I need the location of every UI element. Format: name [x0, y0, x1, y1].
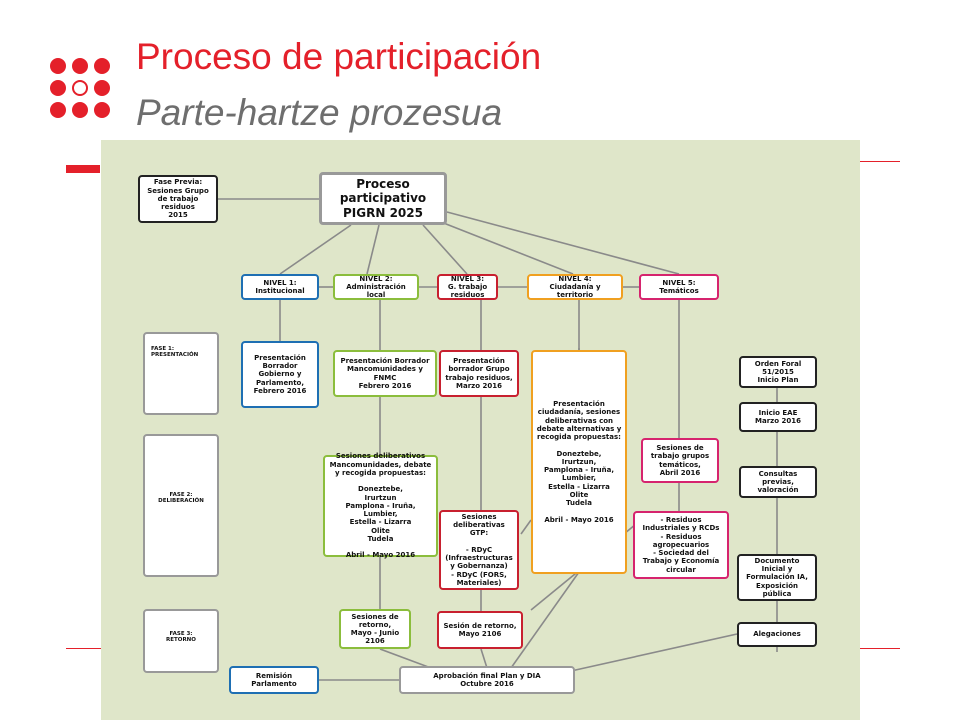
connector	[447, 212, 679, 274]
fase-previa-box: Fase Previa: Sesiones Grupo de trabajo residuos 2015	[138, 175, 218, 223]
page-title: Proceso de participación	[136, 36, 542, 77]
level-1-box: NIVEL 1: Institucional	[241, 274, 319, 300]
grupos-tematicos-box: - Residuos Industriales y RCDs - Residuos agropecuarios - Sociedad del Trabajo y Economía circular	[633, 511, 729, 579]
inicio-eae-box: Inicio EAE Marzo 2016	[739, 402, 817, 432]
presentacion-ciudadania-box: Presentación ciudadanía, sesiones deliberativas con debate alternativas y recogida propuestas: Doneztebe, Irurtzun, Pamplona - Iruña, Lumbier, Estella - Lizarra Olite Tudela Abril - Mayo 2016	[531, 350, 627, 574]
aprobacion-final-box: Aprobación final Plan y DIA Octubre 2016	[399, 666, 575, 694]
level-4-box: NIVEL 4: Ciudadanía y territorio	[527, 274, 623, 300]
page-subtitle: Parte-hartze prozesua	[136, 92, 503, 133]
divider-line	[860, 161, 900, 162]
sesiones-retorno-box: Sesiones de retorno, Mayo - Junio 2106	[339, 609, 411, 649]
presentacion-gobierno-box: Presentación Borrador Gobierno y Parlamento, Febrero 2016	[241, 341, 319, 408]
connector	[423, 225, 467, 274]
sesiones-mancomunidades-box: Sesiones deliberativos Mancomunidades, debate y recogida propuestas: Doneztebe, Irurtzun Pamplona - Iruña, Lumbier, Estella - Lizarra Olite Tudela Abril - Mayo 2016	[323, 455, 438, 557]
alegaciones-box: Alegaciones	[737, 622, 817, 647]
divider-line	[66, 648, 101, 649]
level-5-box: NIVEL 5: Temáticos	[639, 274, 719, 300]
level-3-box: NIVEL 3: G. trabajo residuos	[437, 274, 498, 300]
fase-2-box: FASE 2: DELIBERACIÓN	[143, 434, 219, 577]
sesion-retorno-gtp-box: Sesión de retorno, Mayo 2106	[437, 611, 523, 649]
sesiones-tematicos-box: Sesiones de trabajo grupos temáticos, Abril 2016	[641, 438, 719, 483]
presentacion-mancomunidades-box: Presentación Borrador Mancomunidades y FNMC Febrero 2016	[333, 350, 437, 397]
fase-1-box: FASE 1: PRESENTACIÓN	[143, 332, 219, 415]
sesiones-gtp-box: Sesiones deliberativas GTP: - RDyC (Infraestructuras y Gobernanza) - RDyC (FORS, Materiales)	[439, 510, 519, 590]
fase-3-box: FASE 3: RETORNO	[143, 609, 219, 673]
connector	[367, 225, 379, 274]
divider-line	[860, 648, 900, 649]
main-process-box: Proceso participativo PIGRN 2025	[319, 172, 447, 225]
presentacion-grupo-trabajo-box: Presentación borrador Grupo trabajo residuos, Marzo 2016	[439, 350, 519, 397]
remision-parlamento-box: Remisión Parlamento	[229, 666, 319, 694]
accent-bar	[66, 165, 100, 173]
connector	[280, 225, 351, 274]
level-2-box: NIVEL 2: Administración local	[333, 274, 419, 300]
connector	[521, 520, 531, 534]
process-diagram	[101, 140, 860, 720]
connector	[571, 634, 737, 671]
orden-foral-box: Orden Foral 51/2015 Inicio Plan	[739, 356, 817, 388]
documento-inicial-box: Documento Inicial y Formulación IA, Exposición pública	[737, 554, 817, 601]
recycle-dots-logo-icon	[50, 58, 112, 120]
consultas-previas-box: Consultas previas, valoración	[739, 466, 817, 498]
